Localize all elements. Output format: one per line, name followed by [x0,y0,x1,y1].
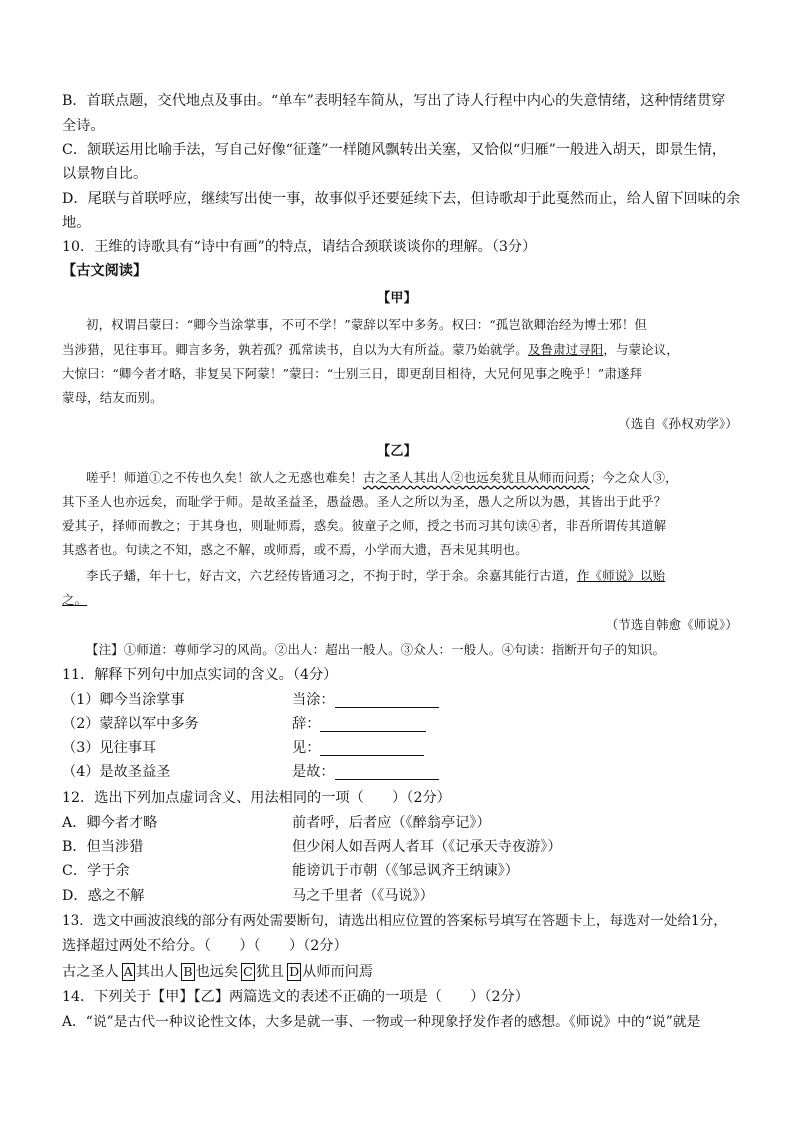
q12-option-b [62,835,738,859]
q12-option-compare: 马之千里者（《马说》） [292,888,434,904]
passage-yi-title: 【乙】 [377,444,417,459]
q12-option-d [62,884,738,908]
passage-jia-text: ，与蒙论议， [603,342,679,357]
option-b-line2: 全诗。 [62,118,105,134]
passage-yi-line6 [62,588,738,612]
q11-answer-1 [292,688,439,712]
q11-item-1 [62,688,738,712]
q14-option-a: A．“说”是古代一种议论性文体，大多是就一事、一物或一种现象抒发作者的感想。《师说》中的“说”就是 [62,1014,701,1030]
q11-term: 见： [292,740,321,756]
break-mark-a[interactable]: A [123,964,133,979]
question-11-stem: 11．解释下列句中加点实词的含义。（4分） [62,667,338,683]
underlined-phrase: 及鲁肃过寻阳 [527,342,604,357]
q11-answer-2 [292,712,426,736]
answer-blank[interactable] [320,715,426,732]
passage-yi-text: ；今之众人③， [589,470,678,485]
option-d-line1: D．尾联与首联呼应，继续写出使一事，故事似乎还要延续下去，但诗歌却于此戛然而止，给人留下回味的余 [62,191,741,207]
q12-option-a [62,811,738,835]
passage-yi-line4: 其惑者也。句读之不知，惑之不解，或师焉，或不焉，小学而大遗，吾未见其明也。 [62,542,528,557]
answer-blank[interactable] [335,763,439,780]
passage-yi-text: 嗟乎！师道①之不传也久矣！欲人之无惑也难矣！ [86,470,363,485]
question-13-stem-line1: 13．选文中画波浪线的部分有两处需要断句，请选出相应位置的答案标号填写在答题卡上，每选对一处给1分， [62,913,727,929]
wavy-underlined-sentence: 古之圣人其出人②也远矣犹且从师而问焉 [363,470,590,485]
passage-jia-line4: 蒙母，结友而别。 [62,390,163,405]
question-14-stem: 14．下列关于【甲】【乙】两篇选文的表述不正确的一项是（ ）（2分） [62,989,529,1005]
underlined-phrase: 之。 [62,592,88,607]
q11-item-text: （1）卿今当涂掌事 [62,692,185,708]
q11-item-text: （4）是故圣益圣 [62,764,171,780]
q11-term: 是故： [292,764,335,780]
q11-item-text: （2）蒙辞以军中多务 [62,716,199,732]
passage-yi-line5 [62,564,738,588]
q11-answer-3 [292,736,424,760]
option-b-line1: B．首联点题，交代地点及事由。“单车”表明轻车简从，写出了诗人行程中内心的失意情绪，这种情绪贯穿 [62,93,726,109]
q13-segment: 从师而问焉 [302,964,374,980]
question-13-stem-line2: 选择超过两处不给分。（ ）（ ）（2分） [62,938,348,954]
q11-item-4 [62,760,738,784]
passage-jia-line2 [62,338,738,362]
passage-yi-note: 【注】①师道：尊师学习的风尚。②出人：超出一般人。③众人：一般人。④句读：指断开句子的知识。 [86,642,666,657]
q13-segment: 古之圣人 [62,964,119,980]
q12-option-text: D．惑之不解 [62,888,145,904]
q11-answer-4 [292,760,439,784]
answer-blank[interactable] [335,691,439,708]
passage-yi-source: （节选自韩愈《师说》） [605,617,738,632]
q11-term: 当涂： [292,692,335,708]
passage-yi-line3: 爱其子，择师而教之；于其身也，则耻师焉，惑矣。彼童子之师，授之书而习其句读④者，非吾所谓传其道解 [62,518,667,533]
passage-yi-line1 [62,466,738,490]
q12-option-text: A．卿今者才略 [62,815,158,831]
q13-segment: 犹且 [255,964,285,980]
break-mark-c[interactable]: C [243,964,253,979]
break-mark-b[interactable]: B [183,964,193,979]
q11-item-text: （3）见往事耳 [62,740,157,756]
break-mark-d[interactable]: D [289,964,300,979]
q13-segment: 其出人 [135,964,179,980]
option-c-line1: C．颔联运用比喻手法，写自己好像“征蓬”一样随风飘转出关塞，又恰似“归雁”一般进入胡天，即景生情， [62,142,727,158]
passage-jia-title: 【甲】 [377,291,417,306]
section-heading-classical: 【古文阅读】 [62,263,148,279]
q11-item-3 [62,736,738,760]
q11-term: 辞： [292,716,321,732]
q13-segment: 也远矣 [195,964,239,980]
q12-option-text: B．但当涉猎 [62,839,144,855]
q12-option-c [62,859,738,883]
q12-option-compare: 前者呼，后者应（《醉翁亭记》） [292,815,491,831]
passage-yi-text: 李氏子蟠，年十七，好古文，六艺经传皆通习之，不拘于时，学于余。余嘉其能行古道， [86,568,578,583]
passage-jia-line3: 大惊曰：“卿今者才略，非复吴下阿蒙！”蒙曰：“士别三日，即更刮目相待，大兄何见事之晚乎！”肃遂拜 [62,366,643,381]
q13-sentence-with-marks [62,960,738,984]
option-c-line2: 以景物自比。 [62,166,148,182]
passage-jia-line1: 初，权谓吕蒙曰：“卿今当涂掌事，不可不学！”蒙辞以军中多务。权曰：“孤岂欲卿治经为博士邪！但 [86,317,647,332]
q12-option-text: C．学于余 [62,863,130,879]
passage-yi-line2: 其下圣人也亦远矣，而耻学于师。是故圣益圣，愚益愚。圣人之所以为圣，愚人之所以为愚，其皆出于此乎？ [62,494,667,509]
underlined-phrase: 作《师说》以贻 [577,568,666,583]
question-10: 10．王维的诗歌具有“诗中有画”的特点，请结合颈联谈谈你的理解。（3分） [62,239,537,255]
answer-blank[interactable] [320,739,424,756]
option-d-line2: 地。 [62,215,91,231]
question-12-stem: 12．选出下列加点虚词含义、用法相同的一项（ ）（2分） [62,790,451,806]
passage-jia-source: （选自《孙权劝学》） [618,416,738,431]
q12-option-compare: 但少闲人如吾两人者耳（《记承天寺夜游》） [292,839,562,855]
q11-item-2 [62,712,738,736]
passage-jia-text: 当涉猎，见往事耳。卿言多务，孰若孤？孤常读书，自以为大有所益。蒙乃始就学。 [62,342,528,357]
q12-option-compare: 能谤讥于市朝（《邹忌讽齐王纳谏》） [292,863,519,879]
